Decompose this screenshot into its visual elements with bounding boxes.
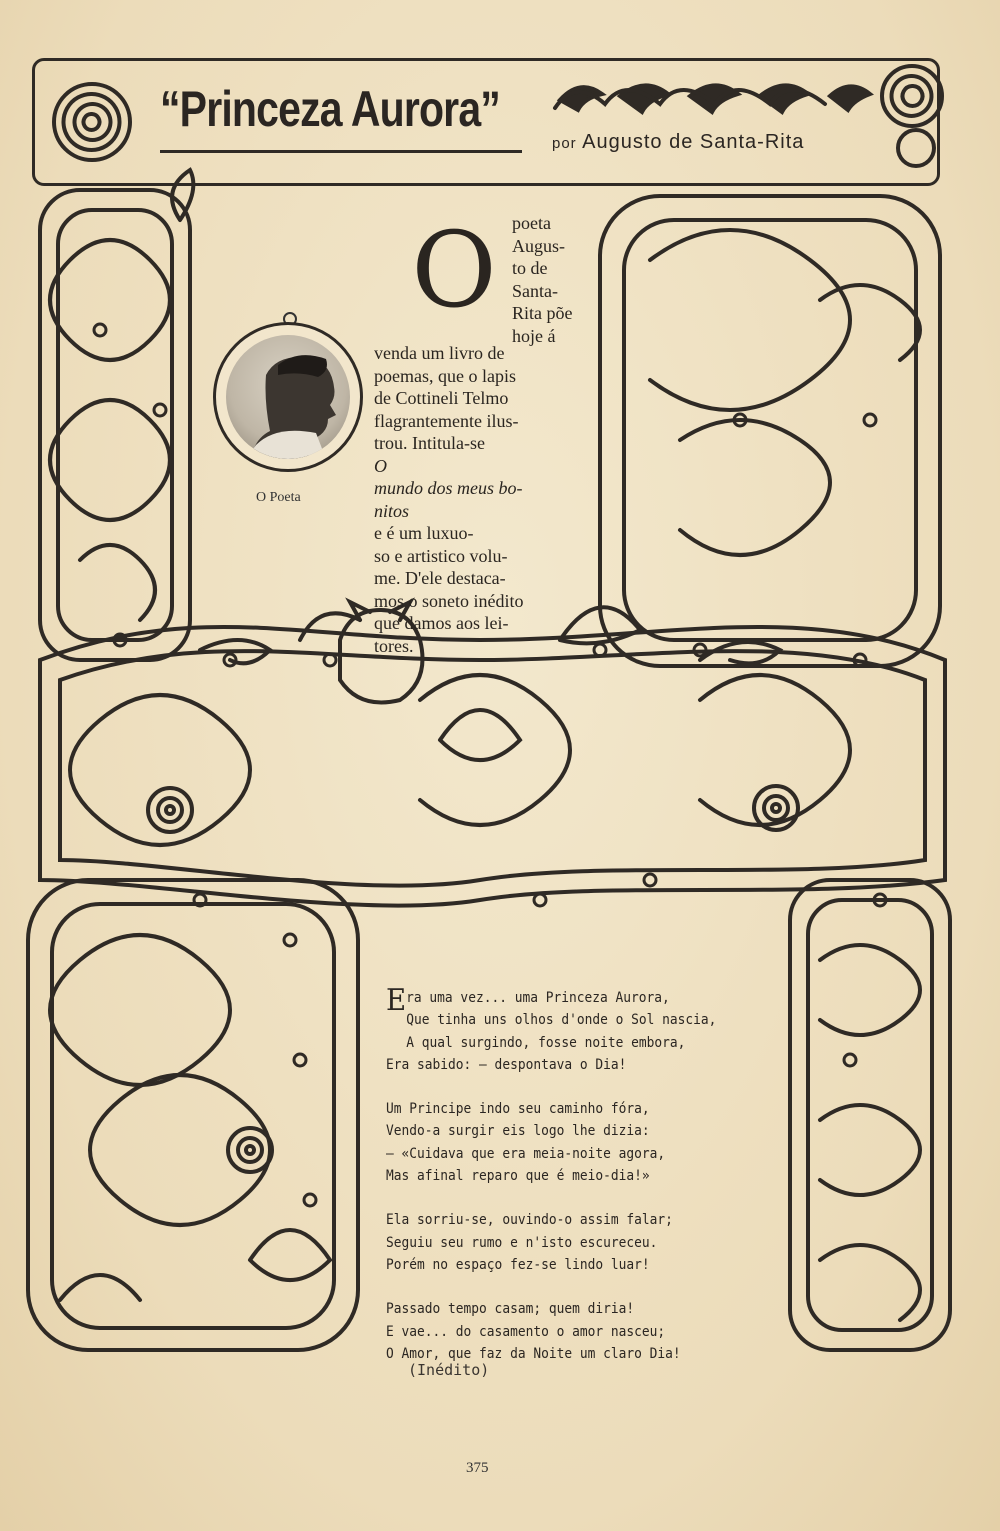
- intro-line: venda um livro de: [374, 343, 505, 363]
- intro-text: trou. Intitula-se: [374, 433, 485, 453]
- intro-line: flagrantemente ilus-: [374, 410, 519, 431]
- intro-line: mos o soneto inédito: [374, 590, 524, 611]
- verse-line: Um Principe indo seu caminho fóra,: [386, 1101, 650, 1118]
- stanza: [386, 1298, 754, 1365]
- verse-text: ra uma vez... uma Princeza Aurora,: [406, 990, 670, 1006]
- intro-body: [374, 342, 600, 657]
- verse-line: [386, 983, 754, 1018]
- intro-line: tores.: [374, 635, 414, 656]
- verse-line: Porém no espaço fez-se lindo luar!: [386, 1256, 650, 1273]
- page-title: “Princeza Aurora”: [160, 81, 500, 137]
- intro-line: so e artistico volu-: [374, 545, 508, 566]
- title-underline: [160, 150, 522, 153]
- verse-line: Vendo-a surgir eis logo lhe dizia:: [386, 1123, 650, 1140]
- sonnet: [386, 983, 754, 1387]
- intro-line: [374, 477, 600, 500]
- sonnet-initial: E: [386, 983, 407, 1018]
- stanza: [386, 983, 754, 1076]
- stanza: [386, 1209, 754, 1276]
- intro-text: e é um luxuo-: [374, 523, 474, 543]
- verse-line: — «Cuidava que era meia-noite agora,: [386, 1145, 666, 1162]
- intro-top-lines: [512, 212, 600, 347]
- book-title-part: O: [374, 455, 387, 476]
- intro-line: que damos aos lei-: [374, 613, 509, 633]
- intro-line: Santa-: [512, 280, 558, 301]
- intro-line: hoje á: [512, 325, 556, 346]
- intro-line: to de: [512, 258, 548, 278]
- intro-line: [374, 432, 600, 477]
- byline: [552, 131, 804, 154]
- verse-line: Mas afinal reparo que é meio-dia!»: [386, 1168, 650, 1185]
- man-profile-icon: [226, 335, 350, 459]
- verse-line: Seguiu seu rumo e n'isto escureceu.: [386, 1234, 658, 1251]
- poet-portrait: [213, 322, 363, 472]
- portrait-caption: O Poeta: [256, 490, 301, 505]
- verse-line: Ela sorriu-se, ouvindo-o assim falar;: [386, 1212, 673, 1229]
- byline-prefix: por: [552, 135, 577, 152]
- verse-line: Que tinha uns olhos d'onde o Sol nascia,: [406, 1012, 717, 1029]
- page-number: 375: [466, 1460, 489, 1476]
- byline-author: Augusto de Santa-Rita: [582, 131, 805, 153]
- portrait-photo: [226, 335, 350, 459]
- intro-line: de Cottineli Telmo: [374, 388, 509, 408]
- book-title-part: mundo dos meus bo-: [374, 478, 523, 498]
- intro-line: Augus-: [512, 235, 565, 256]
- intro-line: poemas, que o lapis: [374, 365, 516, 386]
- verse-line: O Amor, que faz da Noite um claro Dia!: [386, 1345, 681, 1362]
- unpublished-note: (Inédito): [408, 1361, 490, 1379]
- verse-line: Passado tempo casam; quem diria!: [386, 1301, 635, 1318]
- intro-line: me. D'ele destaca-: [374, 568, 506, 588]
- intro-line: poeta: [512, 213, 551, 233]
- verse-line: Era sabido: — despontava o Dia!: [386, 1056, 627, 1073]
- drop-cap-letter: O: [411, 209, 497, 331]
- intro-line: [374, 500, 600, 545]
- verse-line: E vae... do casamento o amor nasceu;: [386, 1323, 666, 1340]
- book-title-part: nitos: [374, 500, 410, 521]
- verse-line: A qual surgindo, fosse noite embora,: [406, 1034, 686, 1051]
- intro-line: Rita põe: [512, 303, 573, 323]
- stanza: [386, 1098, 754, 1187]
